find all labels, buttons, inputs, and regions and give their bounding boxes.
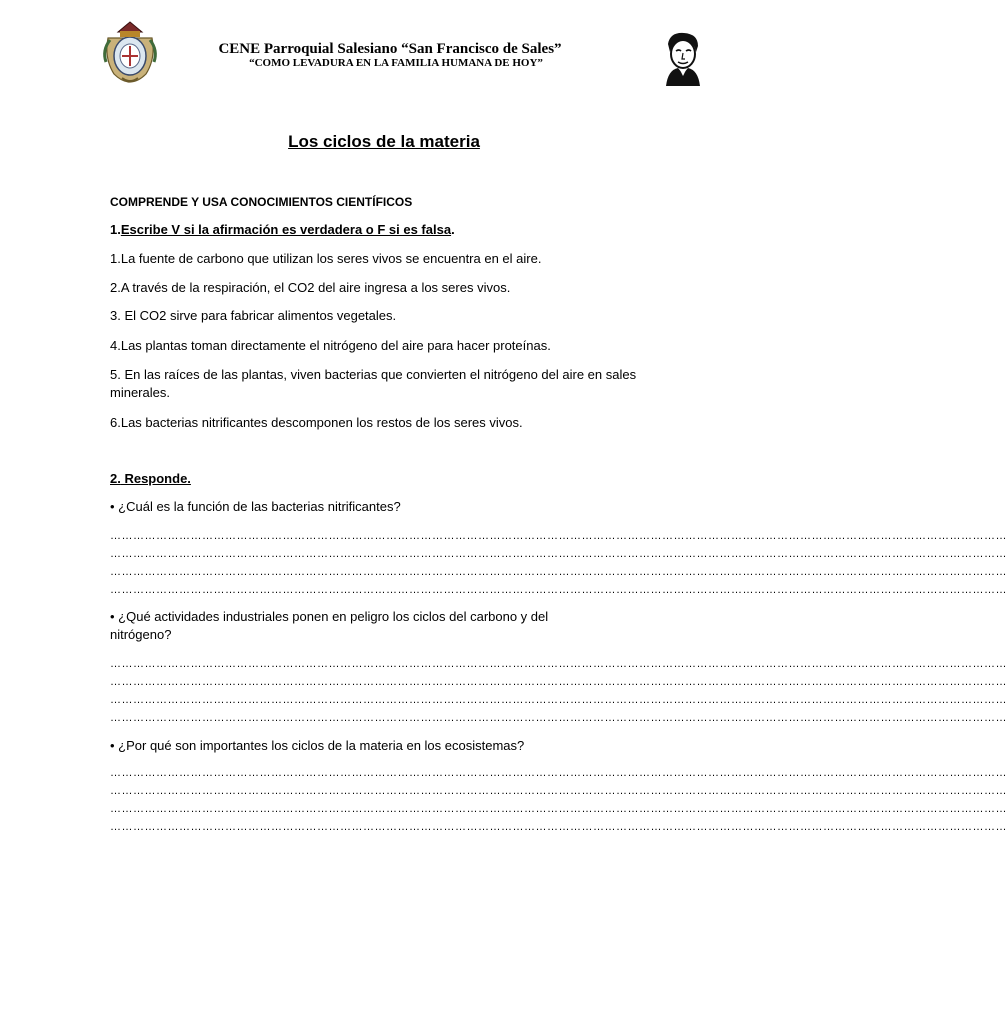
school-motto: “COMO LEVADURA EN LA FAMILIA HUMANA DE HOY” <box>249 57 543 69</box>
answer-line[interactable]: ……………………………………………………………………………………………………………………………………………………………………………………………………………… <box>110 676 1007 688</box>
school-name: CENE Parroquial Salesiano “San Francisco de Sales” <box>218 41 562 57</box>
statement-3: 3. El CO2 sirve para fabricar alimentos vegetales. <box>110 308 397 323</box>
question-3: • ¿Por qué son importantes los ciclos de la materia en los ecosistemas? <box>110 738 525 753</box>
part2-instruction <box>110 470 655 488</box>
page-title: Los ciclos de la materia <box>288 132 480 151</box>
statement-6: 6.Las bacterias nitrificantes descomponen los restos de los seres vivos. <box>110 415 523 430</box>
answer-line[interactable]: ……………………………………………………………………………………………………………………………………………………………………………………………………………… <box>110 785 1007 797</box>
answer-line[interactable]: ……………………………………………………………………………………………………………………………………………………………………………………………………………… <box>110 658 1007 670</box>
answer-line[interactable]: ……………………………………………………………………………………………………………………………………………………………………………………………………………… <box>110 694 1007 706</box>
answer-line[interactable]: ……………………………………………………………………………………………………………………………………………………………………………………………………………… <box>110 821 1007 833</box>
statement-5: 5. En las raíces de las plantas, viven bacterias que convierten el nitrógeno del aire en sales minerales. <box>110 367 637 400</box>
answer-line[interactable]: ……………………………………………………………………………………………………………………………………………………………………………………………………………… <box>110 548 1007 560</box>
part2-number: 2. <box>110 471 121 486</box>
part1-instruction-text: Escribe V si la afirmación es verdadera o F si es falsa <box>120 222 452 237</box>
answer-line[interactable]: ……………………………………………………………………………………………………………………………………………………………………………………………………………… <box>110 767 1007 779</box>
answer-line[interactable]: ……………………………………………………………………………………………………………………………………………………………………………………………………………… <box>110 566 1007 578</box>
answer-line[interactable]: ……………………………………………………………………………………………………………………………………………………………………………………………………………… <box>110 803 1007 815</box>
answer-line[interactable]: ……………………………………………………………………………………………………………………………………………………………………………………………………………… <box>110 712 1007 724</box>
part1-instruction <box>110 221 655 239</box>
statement-4: 4.Las plantas toman directamente el nitrógeno del aire para hacer proteínas. <box>110 338 551 353</box>
part2-instruction-text: Responde. <box>120 471 191 486</box>
part1-number: 1. <box>110 222 121 237</box>
section-heading: COMPRENDE Y USA CONOCIMIENTOS CIENTÍFICOS <box>110 195 413 209</box>
statement-1: 1.La fuente de carbono que utilizan los seres vivos se encuentra en el aire. <box>110 251 542 266</box>
part1-trailing: . <box>451 222 455 237</box>
saint-portrait-icon <box>660 30 704 86</box>
answer-line[interactable]: ……………………………………………………………………………………………………………………………………………………………………………………………………………… <box>110 530 1007 542</box>
statement-2: 2.A través de la respiración, el CO2 del aire ingresa a los seres vivos. <box>110 280 511 295</box>
page-header <box>0 0 768 95</box>
answer-line[interactable]: ……………………………………………………………………………………………………………………………………………………………………………………………………………… <box>110 584 1007 596</box>
question-2: • ¿Qué actividades industriales ponen en peligro los ciclos del carbono y del nitrógeno? <box>110 609 549 642</box>
question-1: • ¿Cuál es la función de las bacterias nitrificantes? <box>110 499 401 514</box>
